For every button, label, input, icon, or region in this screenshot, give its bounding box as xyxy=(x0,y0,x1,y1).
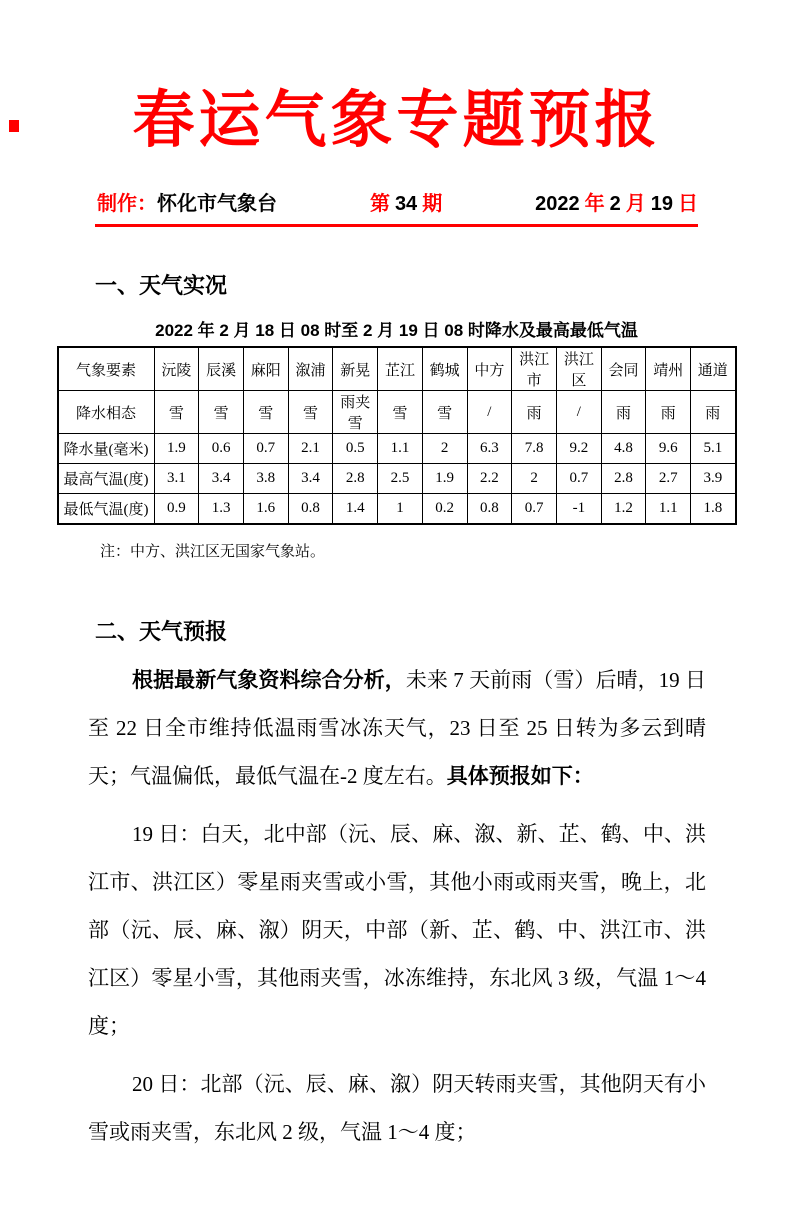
table-header-cell: 辰溪 xyxy=(199,347,244,391)
forecast-summary-text: 未来 7 天前雨（雪）后晴，19 日至 22 日全市维持低温雨雪冰冻天气，23 日至 25 日转为多云到晴天；气温偏低，最低气温在-2 度左右。 xyxy=(88,668,707,789)
table-footnote: 注：中方、洪江区无国家气象站。 xyxy=(100,544,326,561)
table-cell: 1.8 xyxy=(691,494,736,525)
table-header-cell: 麻阳 xyxy=(243,347,288,391)
header-divider-rule xyxy=(95,224,698,227)
table-cell: 3.4 xyxy=(199,464,244,494)
table-cell: 5.1 xyxy=(691,434,736,464)
table-cell: -1 xyxy=(556,494,601,525)
table-cell: 1.1 xyxy=(378,434,423,464)
table-cell: 2.2 xyxy=(467,464,512,494)
table-header-cell: 通道 xyxy=(691,347,736,391)
table-cell: 3.9 xyxy=(691,464,736,494)
table-header-cell: 溆浦 xyxy=(288,347,333,391)
section1-heading: 一、天气实况 xyxy=(95,273,228,299)
issue-number-field xyxy=(370,187,442,216)
table-cell: / xyxy=(467,391,512,434)
table-cell: 0.7 xyxy=(243,434,288,464)
table-cell: 1.2 xyxy=(601,494,646,525)
table-header-cell: 芷江 xyxy=(378,347,423,391)
table-row xyxy=(58,494,736,525)
producer-name: 怀化市气象台 xyxy=(157,193,277,216)
table-cell: 1.9 xyxy=(422,464,467,494)
table-row-label: 降水相态 xyxy=(58,391,155,434)
table-header-cell: 中方 xyxy=(467,347,512,391)
table-cell: 9.2 xyxy=(556,434,601,464)
producer-label: 制作： xyxy=(97,193,157,216)
table-header-cell: 鹤城 xyxy=(422,347,467,391)
table-row-label: 最高气温(度) xyxy=(58,464,155,494)
table-cell: 3.1 xyxy=(154,464,199,494)
table-cell: 雨 xyxy=(646,391,691,434)
table-cell: 0.8 xyxy=(288,494,333,525)
table-header-cell: 靖州 xyxy=(646,347,691,391)
table-cell: 1.9 xyxy=(154,434,199,464)
table-cell: 雪 xyxy=(288,391,333,434)
date-month-unit: 月 xyxy=(625,193,646,216)
date-month: 2 xyxy=(609,193,621,216)
table-row-label: 降水量(毫米) xyxy=(58,434,155,464)
forecast-day20-paragraph: 20 日：北部（沅、辰、麻、溆）阴天转雨夹雪，其他阴天有小雪或雨夹雪，东北风 2 级，气温 1～4 度； xyxy=(88,1072,706,1145)
table-cell: 0.7 xyxy=(556,464,601,494)
table-cell: 3.4 xyxy=(288,464,333,494)
forecast-summary-paragraph xyxy=(88,656,706,800)
table-cell: 2 xyxy=(422,434,467,464)
table-cell: 1 xyxy=(378,494,423,525)
table-cell: 0.9 xyxy=(154,494,199,525)
table-cell: 2.8 xyxy=(601,464,646,494)
table-header-row xyxy=(58,347,736,391)
document-meta-line xyxy=(97,187,698,216)
forecast-tail-bold: 具体预报如下： xyxy=(446,764,594,789)
date-day: 19 xyxy=(650,193,673,216)
table-header-cell: 会同 xyxy=(601,347,646,391)
table-cell: 6.3 xyxy=(467,434,512,464)
table-cell: 3.8 xyxy=(243,464,288,494)
section2-heading: 二、天气预报 xyxy=(95,619,228,645)
issue-prefix: 第 xyxy=(369,193,390,216)
table-cell: 0.7 xyxy=(512,494,557,525)
date-day-unit: 日 xyxy=(678,193,698,216)
table-cell: 2.8 xyxy=(333,464,378,494)
weather-table-title: 2022 年 2 月 18 日 08 时至 2 月 19 日 08 时降水及最高最低气温 xyxy=(155,321,638,341)
table-cell: 0.2 xyxy=(422,494,467,525)
table-cell: 2 xyxy=(512,464,557,494)
table-cell: 1.4 xyxy=(333,494,378,525)
table-cell: 雨 xyxy=(512,391,557,434)
table-cell: 2.1 xyxy=(288,434,333,464)
date-year-unit: 年 xyxy=(584,193,605,216)
table-header-cell: 沅陵 xyxy=(154,347,199,391)
table-cell: 4.8 xyxy=(601,434,646,464)
table-cell: 雨 xyxy=(601,391,646,434)
table-row xyxy=(58,434,736,464)
table-cell: 雪 xyxy=(154,391,199,434)
table-cell: 雨 xyxy=(691,391,736,434)
table-header-cell: 新晃 xyxy=(333,347,378,391)
table-cell: 1.1 xyxy=(646,494,691,525)
producer-field xyxy=(97,187,277,216)
table-cell: 雪 xyxy=(422,391,467,434)
date-year: 2022 xyxy=(535,193,580,216)
table-cell: 0.5 xyxy=(333,434,378,464)
forecast-day19-paragraph: 19 日：白天，北中部（沅、辰、麻、溆、新、芷、鹤、中、洪江市、洪江区）零星雨夹雪或小雪，其他小雨或雨夹雪，晚上，北部（沅、辰、麻、溆）阴天，中部（新、芷、鹤、中、洪江市、洪江区）零星小雪，其他雨夹雪，冰冻维持，东北风 3 级，气温 1～4 度； xyxy=(88,822,706,1039)
table-cell: 9.6 xyxy=(646,434,691,464)
issue-number: 34 xyxy=(394,193,418,216)
table-cell: 0.6 xyxy=(199,434,244,464)
table-row xyxy=(58,464,736,494)
table-cell: / xyxy=(556,391,601,434)
table-cell: 1.6 xyxy=(243,494,288,525)
table-header-cell: 气象要素 xyxy=(58,347,155,391)
table-cell: 雪 xyxy=(243,391,288,434)
table-cell: 1.3 xyxy=(199,494,244,525)
table-cell: 雨夹雪 xyxy=(333,391,378,434)
table-cell: 雪 xyxy=(378,391,423,434)
table-cell: 2.5 xyxy=(378,464,423,494)
table-cell: 2.7 xyxy=(646,464,691,494)
table-header-cell: 洪江市 xyxy=(512,347,557,391)
issue-date-field xyxy=(535,187,698,216)
weather-observation-table xyxy=(57,346,737,525)
table-cell: 7.8 xyxy=(512,434,557,464)
document-title: 春运气象专题预报 xyxy=(132,87,661,155)
issue-suffix: 期 xyxy=(422,193,443,216)
table-row xyxy=(58,391,736,434)
table-cell: 0.8 xyxy=(467,494,512,525)
table-cell: 雪 xyxy=(199,391,244,434)
forecast-lead-bold: 根据最新气象资料综合分析， xyxy=(132,668,406,693)
red-corner-marker xyxy=(9,120,19,132)
table-header-cell: 洪江区 xyxy=(556,347,601,391)
table-row-label: 最低气温(度) xyxy=(58,494,155,525)
